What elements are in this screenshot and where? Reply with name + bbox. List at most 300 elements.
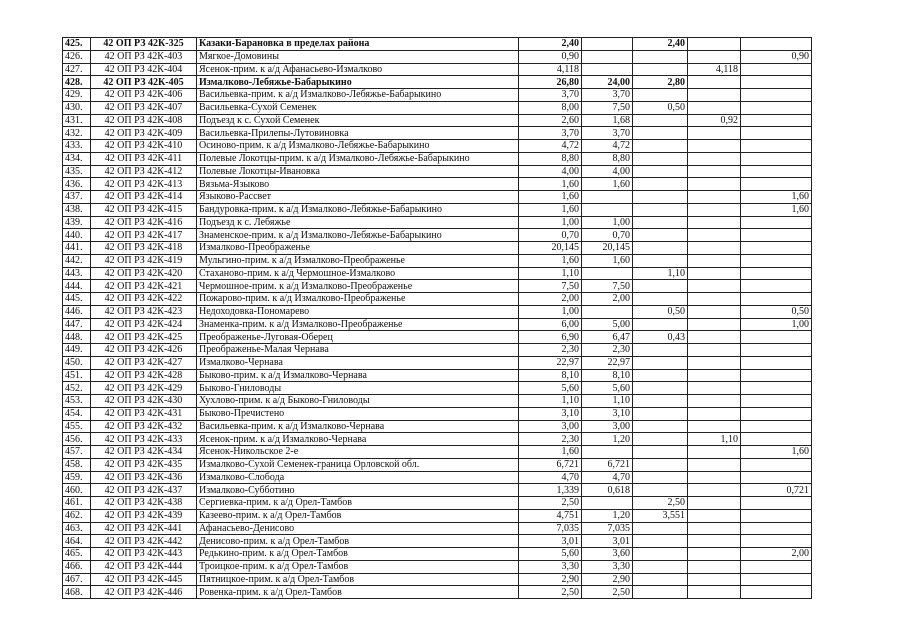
value-col-5-cell <box>741 497 812 510</box>
value-col-4-cell <box>688 242 741 255</box>
road-code-cell: 42 ОП РЗ 42К-433 <box>91 433 197 446</box>
row-number-cell: 464. <box>63 535 91 548</box>
value-col-5-cell <box>741 395 812 408</box>
value-col-4-cell <box>688 522 741 535</box>
road-name-cell: Мягкое-Домовины <box>197 50 519 63</box>
row-number-cell: 460. <box>63 484 91 497</box>
table-row <box>63 267 812 280</box>
road-name-cell: Полевые Локотцы-Ивановка <box>197 165 519 178</box>
road-name-cell: Быково-Гниловоды <box>197 382 519 395</box>
value-col-3-cell <box>633 50 688 63</box>
value-col-3-cell <box>633 127 688 140</box>
value-col-2-cell: 5,60 <box>582 382 633 395</box>
table-body <box>63 38 812 599</box>
value-col-2-cell: 22,97 <box>582 356 633 369</box>
value-col-4-cell <box>688 344 741 357</box>
row-number-cell: 436. <box>63 178 91 191</box>
road-code-cell: 42 ОП РЗ 42К-414 <box>91 191 197 204</box>
row-number-cell: 443. <box>63 267 91 280</box>
value-col-3-cell <box>633 63 688 76</box>
road-name-cell: Афанасьево-Денисово <box>197 522 519 535</box>
row-number-cell: 440. <box>63 229 91 242</box>
road-name-cell: Измалково-Преображенье <box>197 242 519 255</box>
row-number-cell: 426. <box>63 50 91 63</box>
table-row <box>63 344 812 357</box>
row-number-cell: 430. <box>63 101 91 114</box>
road-code-cell: 42 ОП РЗ 42К-430 <box>91 395 197 408</box>
row-number-cell: 446. <box>63 305 91 318</box>
value-col-5-cell: 1,60 <box>741 446 812 459</box>
value-col-4-cell <box>688 152 741 165</box>
total-length-cell: 2,30 <box>519 433 582 446</box>
row-number-cell: 449. <box>63 344 91 357</box>
total-length-cell: 3,70 <box>519 127 582 140</box>
total-length-cell: 2,60 <box>519 114 582 127</box>
total-length-cell: 26,80 <box>519 76 582 89</box>
value-col-5-cell <box>741 242 812 255</box>
row-number-cell: 427. <box>63 63 91 76</box>
value-col-4-cell <box>688 331 741 344</box>
table-row <box>63 586 812 599</box>
table-row <box>63 331 812 344</box>
road-code-cell: 42 ОП РЗ 42К-424 <box>91 318 197 331</box>
total-length-cell: 2,00 <box>519 293 582 306</box>
row-number-cell: 433. <box>63 140 91 153</box>
road-name-cell: Васильевка-прим. к а/д Измалково-Чернава <box>197 420 519 433</box>
value-col-4-cell <box>688 254 741 267</box>
road-code-cell: 42 ОП РЗ 42К-406 <box>91 89 197 102</box>
value-col-5-cell: 0,50 <box>741 305 812 318</box>
value-col-4-cell <box>688 267 741 280</box>
row-number-cell: 438. <box>63 203 91 216</box>
road-name-cell: Васильевка-прим. к а/д Измалково-Лебяжье-Бабарыкино <box>197 89 519 102</box>
value-col-5-cell <box>741 216 812 229</box>
table-row <box>63 509 812 522</box>
value-col-2-cell <box>582 497 633 510</box>
table-row <box>63 254 812 267</box>
road-code-cell: 42 ОП РЗ 42К-408 <box>91 114 197 127</box>
value-col-4-cell <box>688 356 741 369</box>
row-number-cell: 445. <box>63 293 91 306</box>
total-length-cell: 22,97 <box>519 356 582 369</box>
row-number-cell: 463. <box>63 522 91 535</box>
value-col-2-cell: 4,00 <box>582 165 633 178</box>
value-col-2-cell <box>582 63 633 76</box>
value-col-3-cell: 2,40 <box>633 38 688 51</box>
road-code-cell: 42 ОП РЗ 42К-431 <box>91 407 197 420</box>
row-number-cell: 441. <box>63 242 91 255</box>
table-row <box>63 458 812 471</box>
row-number-cell: 458. <box>63 458 91 471</box>
road-name-cell: Вязьма-Языково <box>197 178 519 191</box>
road-name-cell: Васильевка-Прилепы-Лутовиновка <box>197 127 519 140</box>
value-col-5-cell <box>741 356 812 369</box>
value-col-2-cell: 2,90 <box>582 573 633 586</box>
value-col-2-cell: 20,145 <box>582 242 633 255</box>
value-col-4-cell <box>688 420 741 433</box>
value-col-5-cell <box>741 344 812 357</box>
value-col-2-cell: 2,30 <box>582 344 633 357</box>
row-number-cell: 455. <box>63 420 91 433</box>
value-col-2-cell <box>582 446 633 459</box>
road-code-cell: 42 ОП РЗ 42К-405 <box>91 76 197 89</box>
total-length-cell: 3,70 <box>519 89 582 102</box>
table-row <box>63 280 812 293</box>
table-row <box>63 305 812 318</box>
total-length-cell: 6,721 <box>519 458 582 471</box>
value-col-5-cell: 1,60 <box>741 191 812 204</box>
table-row <box>63 165 812 178</box>
road-name-cell: Преображенье-Луговая-Оберец <box>197 331 519 344</box>
value-col-3-cell <box>633 420 688 433</box>
road-code-cell: 42 ОП РЗ 42К-413 <box>91 178 197 191</box>
total-length-cell: 3,00 <box>519 420 582 433</box>
total-length-cell: 20,145 <box>519 242 582 255</box>
row-number-cell: 437. <box>63 191 91 204</box>
value-col-4-cell <box>688 280 741 293</box>
roads-table <box>62 37 812 599</box>
road-code-cell: 42 ОП РЗ 42К-415 <box>91 203 197 216</box>
value-col-4-cell: 1,10 <box>688 433 741 446</box>
value-col-4-cell <box>688 191 741 204</box>
value-col-3-cell <box>633 382 688 395</box>
total-length-cell: 1,60 <box>519 446 582 459</box>
total-length-cell: 0,70 <box>519 229 582 242</box>
value-col-5-cell <box>741 573 812 586</box>
value-col-3-cell <box>633 484 688 497</box>
value-col-3-cell: 2,80 <box>633 76 688 89</box>
value-col-2-cell <box>582 203 633 216</box>
value-col-4-cell <box>688 229 741 242</box>
value-col-3-cell <box>633 152 688 165</box>
row-number-cell: 461. <box>63 497 91 510</box>
value-col-2-cell <box>582 305 633 318</box>
total-length-cell: 1,00 <box>519 216 582 229</box>
table-row <box>63 216 812 229</box>
value-col-3-cell <box>633 522 688 535</box>
value-col-5-cell <box>741 89 812 102</box>
table-row <box>63 407 812 420</box>
road-code-cell: 42 ОП РЗ 42К-410 <box>91 140 197 153</box>
value-col-5-cell: 1,00 <box>741 318 812 331</box>
road-code-cell: 42 ОП РЗ 42К-443 <box>91 548 197 561</box>
value-col-3-cell <box>633 433 688 446</box>
road-code-cell: 42 ОП РЗ 42К-417 <box>91 229 197 242</box>
value-col-4-cell <box>688 101 741 114</box>
row-number-cell: 454. <box>63 407 91 420</box>
road-code-cell: 42 ОП РЗ 42К-409 <box>91 127 197 140</box>
road-code-cell: 42 ОП РЗ 42К-445 <box>91 573 197 586</box>
total-length-cell: 1,60 <box>519 178 582 191</box>
value-col-5-cell <box>741 63 812 76</box>
value-col-2-cell: 8,80 <box>582 152 633 165</box>
row-number-cell: 450. <box>63 356 91 369</box>
value-col-5-cell <box>741 267 812 280</box>
road-name-cell: Подъезд к с. Сухой Семенек <box>197 114 519 127</box>
value-col-2-cell: 0,70 <box>582 229 633 242</box>
value-col-2-cell: 5,00 <box>582 318 633 331</box>
road-name-cell: Быково-Пречистено <box>197 407 519 420</box>
value-col-4-cell <box>688 497 741 510</box>
total-length-cell: 1,10 <box>519 267 582 280</box>
table-row <box>63 191 812 204</box>
value-col-4-cell <box>688 471 741 484</box>
value-col-5-cell <box>741 458 812 471</box>
road-code-cell: 42 ОП РЗ 42К-436 <box>91 471 197 484</box>
road-code-cell: 42 ОП РЗ 42К-419 <box>91 254 197 267</box>
value-col-2-cell: 7,50 <box>582 280 633 293</box>
value-col-5-cell <box>741 522 812 535</box>
value-col-4-cell <box>688 509 741 522</box>
road-code-cell: 42 ОП РЗ 42К-411 <box>91 152 197 165</box>
total-length-cell: 4,72 <box>519 140 582 153</box>
value-col-4-cell <box>688 458 741 471</box>
table-row <box>63 114 812 127</box>
row-number-cell: 447. <box>63 318 91 331</box>
value-col-2-cell: 1,60 <box>582 178 633 191</box>
value-col-4-cell: 0,92 <box>688 114 741 127</box>
road-name-cell: Осиново-прим. к а/д Измалково-Лебяжье-Бабарыкино <box>197 140 519 153</box>
road-name-cell: Измалково-Чернава <box>197 356 519 369</box>
road-name-cell: Редькино-прим. к а/д Орел-Тамбов <box>197 548 519 561</box>
road-code-cell: 42 ОП РЗ 42К-427 <box>91 356 197 369</box>
road-code-cell: 42 ОП РЗ 42К-438 <box>91 497 197 510</box>
road-name-cell: Преображенье-Малая Чернава <box>197 344 519 357</box>
table-row <box>63 76 812 89</box>
value-col-3-cell <box>633 573 688 586</box>
value-col-4-cell <box>688 484 741 497</box>
value-col-5-cell: 0,721 <box>741 484 812 497</box>
value-col-3-cell: 3,551 <box>633 509 688 522</box>
value-col-3-cell <box>633 280 688 293</box>
value-col-2-cell: 3,70 <box>582 89 633 102</box>
value-col-2-cell: 6,721 <box>582 458 633 471</box>
value-col-5-cell <box>741 407 812 420</box>
value-col-2-cell: 3,30 <box>582 560 633 573</box>
value-col-3-cell <box>633 395 688 408</box>
value-col-3-cell <box>633 216 688 229</box>
table-row <box>63 293 812 306</box>
value-col-3-cell <box>633 535 688 548</box>
table-row <box>63 484 812 497</box>
road-code-cell: 42 ОП РЗ 42К-407 <box>91 101 197 114</box>
value-col-3-cell <box>633 458 688 471</box>
value-col-4-cell <box>688 293 741 306</box>
road-name-cell: Измалково-Субботино <box>197 484 519 497</box>
road-code-cell: 42 ОП РЗ 42К-420 <box>91 267 197 280</box>
road-name-cell: Стаханово-прим. к а/д Чермошное-Измалково <box>197 267 519 280</box>
table-row <box>63 318 812 331</box>
road-code-cell: 42 ОП РЗ 42К-403 <box>91 50 197 63</box>
road-name-cell: Ясенок-Никольское 2-е <box>197 446 519 459</box>
road-name-cell: Чермошное-прим. к а/д Измалково-Преображенье <box>197 280 519 293</box>
road-code-cell: 42 ОП РЗ 42К-404 <box>91 63 197 76</box>
total-length-cell: 2,40 <box>519 38 582 51</box>
value-col-2-cell: 1,10 <box>582 395 633 408</box>
road-code-cell: 42 ОП РЗ 42К-441 <box>91 522 197 535</box>
total-length-cell: 4,118 <box>519 63 582 76</box>
value-col-2-cell <box>582 38 633 51</box>
table-row <box>63 535 812 548</box>
row-number-cell: 467. <box>63 573 91 586</box>
road-code-cell: 42 ОП РЗ 42К-437 <box>91 484 197 497</box>
total-length-cell: 2,30 <box>519 344 582 357</box>
table-row <box>63 38 812 51</box>
value-col-4-cell <box>688 395 741 408</box>
value-col-2-cell: 3,01 <box>582 535 633 548</box>
value-col-2-cell: 3,70 <box>582 127 633 140</box>
value-col-2-cell: 8,10 <box>582 369 633 382</box>
row-number-cell: 453. <box>63 395 91 408</box>
value-col-5-cell <box>741 586 812 599</box>
total-length-cell: 2,50 <box>519 497 582 510</box>
road-name-cell: Измалково-Сухой Семенек-граница Орловской обл. <box>197 458 519 471</box>
road-code-cell: 42 ОП РЗ 42К-426 <box>91 344 197 357</box>
total-length-cell: 1,339 <box>519 484 582 497</box>
value-col-2-cell: 1,20 <box>582 433 633 446</box>
value-col-2-cell: 2,00 <box>582 293 633 306</box>
value-col-3-cell <box>633 89 688 102</box>
road-name-cell: Пожарово-прим. к а/д Измалково-Преображенье <box>197 293 519 306</box>
row-number-cell: 434. <box>63 152 91 165</box>
total-length-cell: 3,30 <box>519 560 582 573</box>
value-col-3-cell <box>633 203 688 216</box>
value-col-4-cell <box>688 548 741 561</box>
total-length-cell: 8,10 <box>519 369 582 382</box>
value-col-4-cell: 4,118 <box>688 63 741 76</box>
total-length-cell: 6,00 <box>519 318 582 331</box>
road-name-cell: Бандуровка-прим. к а/д Измалково-Лебяжье-Бабарыкино <box>197 203 519 216</box>
total-length-cell: 5,60 <box>519 548 582 561</box>
value-col-5-cell <box>741 280 812 293</box>
value-col-2-cell: 4,70 <box>582 471 633 484</box>
total-length-cell: 7,035 <box>519 522 582 535</box>
total-length-cell: 3,01 <box>519 535 582 548</box>
row-number-cell: 431. <box>63 114 91 127</box>
table-row <box>63 101 812 114</box>
row-number-cell: 444. <box>63 280 91 293</box>
total-length-cell: 4,00 <box>519 165 582 178</box>
value-col-2-cell: 24,00 <box>582 76 633 89</box>
table-row <box>63 548 812 561</box>
value-col-3-cell <box>633 548 688 561</box>
total-length-cell: 1,60 <box>519 203 582 216</box>
value-col-3-cell: 1,10 <box>633 267 688 280</box>
value-col-5-cell <box>741 140 812 153</box>
row-number-cell: 465. <box>63 548 91 561</box>
road-code-cell: 42 ОП РЗ 42К-444 <box>91 560 197 573</box>
road-code-cell: 42 ОП РЗ 42К-418 <box>91 242 197 255</box>
table-row <box>63 203 812 216</box>
value-col-3-cell <box>633 114 688 127</box>
road-name-cell: Знаменское-прим. к а/д Измалково-Лебяжье-Бабарыкино <box>197 229 519 242</box>
road-name-cell: Сергиевка-прим. к а/д Орел-Тамбов <box>197 497 519 510</box>
value-col-4-cell <box>688 140 741 153</box>
value-col-5-cell <box>741 420 812 433</box>
road-code-cell: 42 ОП РЗ 42К-432 <box>91 420 197 433</box>
row-number-cell: 459. <box>63 471 91 484</box>
value-col-5-cell <box>741 114 812 127</box>
value-col-4-cell <box>688 38 741 51</box>
value-col-3-cell: 0,50 <box>633 305 688 318</box>
row-number-cell: 435. <box>63 165 91 178</box>
table-row <box>63 356 812 369</box>
value-col-5-cell <box>741 165 812 178</box>
table-row <box>63 140 812 153</box>
value-col-5-cell <box>741 254 812 267</box>
road-name-cell: Троицкое-прим. к а/д Орел-Тамбов <box>197 560 519 573</box>
total-length-cell: 4,70 <box>519 471 582 484</box>
table-row <box>63 152 812 165</box>
total-length-cell: 5,60 <box>519 382 582 395</box>
table-row <box>63 497 812 510</box>
road-code-cell: 42 ОП РЗ 42К-425 <box>91 331 197 344</box>
value-col-5-cell <box>741 38 812 51</box>
table-row <box>63 560 812 573</box>
value-col-3-cell <box>633 356 688 369</box>
value-col-4-cell <box>688 535 741 548</box>
table-row <box>63 573 812 586</box>
row-number-cell: 429. <box>63 89 91 102</box>
road-name-cell: Измалково-Слобода <box>197 471 519 484</box>
value-col-4-cell <box>688 127 741 140</box>
road-name-cell: Денисово-прим. к а/д Орел-Тамбов <box>197 535 519 548</box>
value-col-5-cell <box>741 331 812 344</box>
total-length-cell: 1,60 <box>519 191 582 204</box>
row-number-cell: 452. <box>63 382 91 395</box>
road-code-cell: 42 ОП РЗ 42К-434 <box>91 446 197 459</box>
total-length-cell: 1,60 <box>519 254 582 267</box>
road-code-cell: 42 ОП РЗ 42К-429 <box>91 382 197 395</box>
road-code-cell: 42 ОП РЗ 42К-446 <box>91 586 197 599</box>
value-col-4-cell <box>688 382 741 395</box>
table-row <box>63 522 812 535</box>
value-col-5-cell <box>741 127 812 140</box>
value-col-2-cell: 1,60 <box>582 254 633 267</box>
road-code-cell: 42 ОП РЗ 42К-439 <box>91 509 197 522</box>
value-col-3-cell <box>633 178 688 191</box>
value-col-4-cell <box>688 89 741 102</box>
row-number-cell: 439. <box>63 216 91 229</box>
table-row <box>63 369 812 382</box>
value-col-2-cell: 1,20 <box>582 509 633 522</box>
table-row <box>63 50 812 63</box>
value-col-3-cell <box>633 407 688 420</box>
value-col-5-cell <box>741 293 812 306</box>
value-col-5-cell: 0,90 <box>741 50 812 63</box>
value-col-2-cell <box>582 191 633 204</box>
value-col-3-cell <box>633 369 688 382</box>
road-name-cell: Васильевка-Сухой Семенек <box>197 101 519 114</box>
table-row <box>63 433 812 446</box>
value-col-4-cell <box>688 216 741 229</box>
value-col-5-cell <box>741 369 812 382</box>
value-col-4-cell <box>688 369 741 382</box>
road-code-cell: 42 ОП РЗ 42К-325 <box>91 38 197 51</box>
road-name-cell: Быково-прим. к а/д Измалково-Чернава <box>197 369 519 382</box>
row-number-cell: 432. <box>63 127 91 140</box>
road-code-cell: 42 ОП РЗ 42К-435 <box>91 458 197 471</box>
value-col-3-cell <box>633 254 688 267</box>
table-row <box>63 127 812 140</box>
road-code-cell: 42 ОП РЗ 42К-421 <box>91 280 197 293</box>
row-number-cell: 442. <box>63 254 91 267</box>
value-col-4-cell <box>688 446 741 459</box>
road-name-cell: Хухлово-прим. к а/д Быково-Гниловоды <box>197 395 519 408</box>
road-name-cell: Недоходовка-Пономарево <box>197 305 519 318</box>
row-number-cell: 468. <box>63 586 91 599</box>
row-number-cell: 466. <box>63 560 91 573</box>
